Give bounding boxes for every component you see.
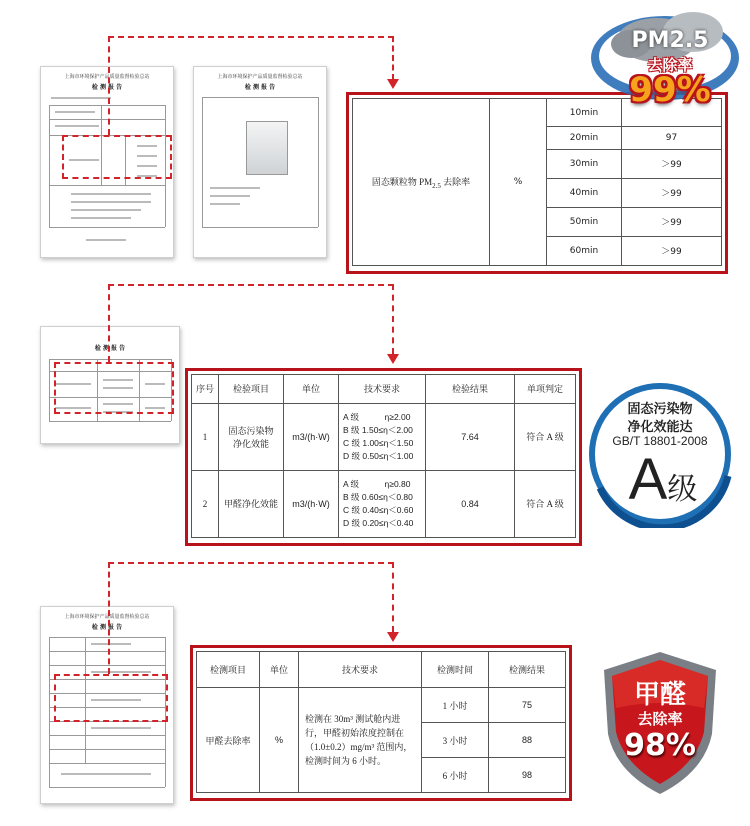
result-cell: 88: [489, 723, 566, 758]
value-cell: 97: [622, 127, 722, 150]
time-cell: 6 小时: [422, 758, 489, 793]
arrow-down-icon: [387, 632, 399, 642]
header-cell: 技术要求: [299, 652, 422, 688]
header-cell: 检测项目: [197, 652, 260, 688]
requirement-cell: 检测在 30m³ 测试舱内进行，甲醛初始浓度控制在（1.0±0.2）mg/m³ 范围内，检测时间为 6 小时。: [299, 688, 422, 793]
result-cell: 75: [489, 688, 566, 723]
unit-cell: %: [260, 688, 299, 793]
time-cell: 20min: [547, 127, 622, 150]
report-heading: 检 测 报 告: [94, 345, 126, 352]
connector-line: [108, 36, 110, 135]
arrow-down-icon: [387, 354, 399, 364]
row-number: 2: [192, 470, 219, 537]
value-cell: ＞99: [622, 236, 722, 265]
connector-line: [392, 562, 394, 632]
header-cell: 单项判定: [515, 375, 576, 404]
pm25-badge-percent: 99%: [629, 70, 711, 110]
report-title: 上海市环境保护产品质量监督检验总站: [217, 74, 303, 80]
time-cell: 60min: [547, 236, 622, 265]
unit-cell: m3/(h·W): [284, 470, 339, 537]
header-cell: 序号: [192, 375, 219, 404]
pm25-item-cell: 固态颗粒物 $PM_{2.5}$ 去除率: [353, 99, 490, 266]
time-cell: 50min: [547, 207, 622, 236]
formaldehyde-badge-label: 甲醛: [633, 680, 686, 710]
report-heading: 检 测 报 告: [244, 84, 276, 91]
item-cell: 固态污染物净化效能: [219, 403, 284, 470]
item-cell: 甲醛净化效能: [219, 470, 284, 537]
formaldehyde-badge-sublabel: 去除率: [637, 710, 683, 728]
header-cell: 检测时间: [422, 652, 489, 688]
pm25-unit-cell: %: [490, 99, 547, 266]
highlight-box-report-4: [54, 674, 168, 722]
connector-line: [108, 36, 394, 38]
pm25-badge: [565, 4, 745, 130]
value-cell: ＞99: [622, 149, 722, 178]
header-cell: 技术要求: [339, 375, 426, 404]
formaldehyde-badge-percent: 98%: [624, 728, 696, 763]
arrow-down-icon: [387, 79, 399, 89]
row-number: 1: [192, 403, 219, 470]
header-cell: 单位: [284, 375, 339, 404]
connector-line: [392, 284, 394, 354]
header-cell: 检测结果: [489, 652, 566, 688]
grade-a-badge: [578, 378, 744, 528]
header-cell: 单位: [260, 652, 299, 688]
verdict-cell: 符合 A 级: [515, 403, 576, 470]
result-cell: 0.84: [426, 470, 515, 537]
result-cell: 98: [489, 758, 566, 793]
grade-badge-line2: 净化效能达: [627, 420, 693, 435]
report-title: 上海市环境保护产品质量监督检验总站: [64, 614, 150, 620]
value-cell: ＞99: [622, 178, 722, 207]
requirement-cell: A 级 η≥2.00 B 级 1.50≤η＜2.00 C 级 1.00≤η＜1.50 D 级 0.50≤η＜1.00: [339, 403, 426, 470]
verdict-cell: 符合 A 级: [515, 470, 576, 537]
report-thumbnail-2: [193, 66, 327, 258]
header-cell: 检验结果: [426, 375, 515, 404]
connector-line: [392, 36, 394, 80]
item-cell: 甲醛去除率: [197, 688, 260, 793]
report-heading: 检 测 报 告: [91, 84, 123, 91]
time-cell: 10min: [547, 99, 622, 127]
pm25-badge-label: PM2.5: [631, 28, 709, 53]
grade-badge-letter: A级: [628, 447, 698, 512]
connector-line: [108, 562, 394, 564]
requirement-cell: A 级 η≥0.80 B 级 0.60≤η＜0.80 C 级 0.40≤η＜0.60 D 级 0.20≤η＜0.40: [339, 470, 426, 537]
report-title: 上海市环境保护产品质量监督检验总站: [64, 74, 150, 80]
highlight-box-report-1: [62, 135, 172, 179]
device-photo: [246, 121, 288, 175]
time-cell: 3 小时: [422, 723, 489, 758]
connector-line: [108, 562, 110, 674]
grade-badge-standard: GB/T 18801-2008: [612, 434, 708, 448]
header-cell: 检验项目: [219, 375, 284, 404]
time-cell: 1 小时: [422, 688, 489, 723]
time-cell: 30min: [547, 149, 622, 178]
connector-line: [108, 284, 394, 286]
purification-table: [191, 374, 576, 538]
pm25-badge-sublabel: 去除率: [647, 56, 693, 74]
grade-badge-line1: 固态污染物: [627, 402, 693, 417]
value-cell: ＞99: [622, 207, 722, 236]
formaldehyde-table: [196, 651, 566, 793]
report-heading: 检 测 报 告: [91, 624, 123, 631]
unit-cell: m3/(h·W): [284, 403, 339, 470]
highlight-box-report-3: [54, 362, 174, 414]
time-cell: 40min: [547, 178, 622, 207]
connector-line: [108, 284, 110, 362]
result-cell: 7.64: [426, 403, 515, 470]
formaldehyde-badge: [596, 648, 724, 798]
